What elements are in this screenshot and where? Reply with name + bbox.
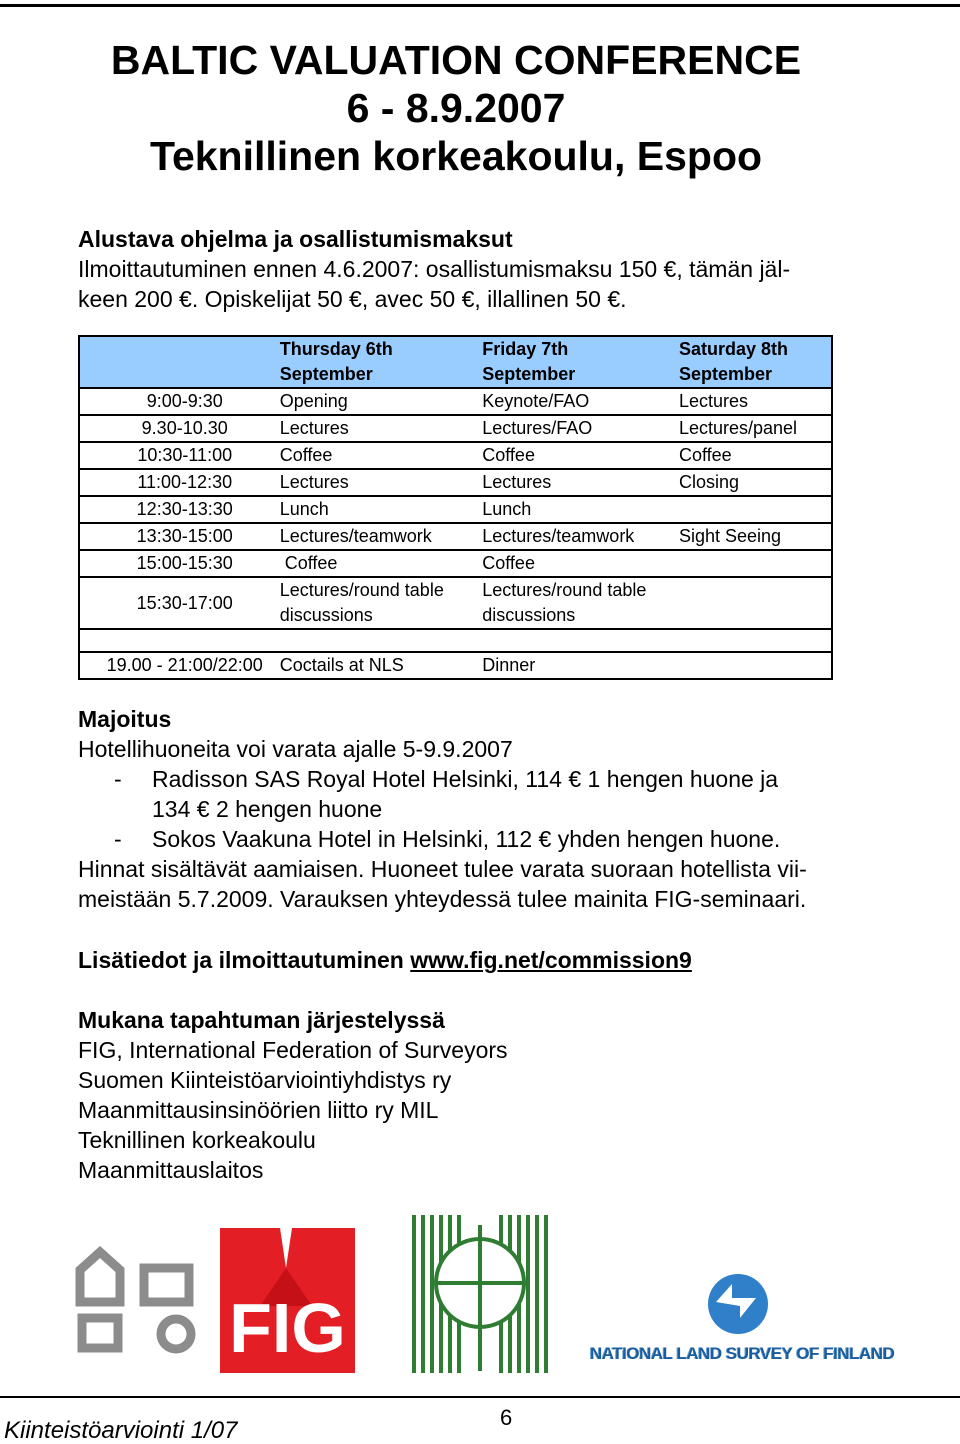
thursday-cell: Coffee — [280, 550, 483, 577]
saturday-cell — [679, 496, 832, 523]
lodging-line: Hinnat sisältävät aamiaisen. Huoneet tulee varata suoraan hotellista vii- — [78, 856, 807, 882]
saturday-cell — [679, 577, 832, 629]
friday-cell: Dinner — [482, 652, 679, 679]
fig-logo: FIG — [220, 1228, 355, 1373]
table-row — [79, 523, 832, 550]
header-time-cell — [79, 336, 280, 388]
list-item: Teknillinen korkeakoulu — [78, 1127, 316, 1153]
lodging-line: meistään 5.7.2009. Varauksen yhteydessä tulee mainita FIG-seminaari. — [78, 886, 807, 912]
intro-line: keen 200 €. Opiskelijat 50 €, avec 50 €, illallinen 50 €. — [78, 286, 627, 312]
friday-cell: Coffee — [482, 442, 679, 469]
list-item: Maanmittausinsinöörien liitto ry MIL — [78, 1097, 439, 1123]
conference-title: BALTIC VALUATION CONFERENCE — [110, 37, 802, 83]
time-cell: 10:30-11:00 — [137, 445, 233, 465]
header-friday: Friday 7th September — [482, 336, 679, 388]
intro-line: Ilmoittautuminen ennen 4.6.2007: osallistumismaksu 150 €, tämän jäl- — [78, 256, 791, 282]
thursday-cell: Coffee — [280, 442, 483, 469]
time-cell: 11:00-12:30 — [137, 472, 233, 492]
thursday-cell: Lunch — [280, 496, 483, 523]
time-cell: 15:30-17:00 — [136, 592, 233, 613]
more-info-label: Lisätiedot ja ilmoittautuminen — [78, 947, 411, 973]
thursday-cell: Lectures/round table discussions — [280, 577, 483, 629]
time-cell: 12:30-13:30 — [136, 499, 233, 519]
organizers-section — [78, 1005, 508, 1185]
thursday-cell: Lectures/teamwork — [280, 523, 483, 550]
saturday-cell: Closing — [679, 469, 832, 496]
list-item: Maanmittauslaitos — [78, 1157, 264, 1183]
table-row — [79, 652, 832, 679]
table-row — [79, 496, 832, 523]
table-row — [79, 550, 832, 577]
bottom-rule — [0, 1396, 960, 1398]
saturday-cell: Sight Seeing — [679, 523, 832, 550]
table-row — [79, 442, 832, 469]
saturday-cell: Coffee — [679, 442, 832, 469]
header-saturday: Saturday 8th September — [679, 336, 832, 388]
page-number: 6 — [500, 1405, 513, 1430]
table-row — [79, 415, 832, 442]
conference-dates: 6 - 8.9.2007 — [346, 85, 566, 131]
journal-name: Kiinteistöarviointi 1/07 — [4, 1417, 238, 1444]
friday-cell: Lunch — [482, 496, 679, 523]
saturday-cell: Lectures/panel — [679, 415, 832, 442]
table-row — [79, 469, 832, 496]
list-item-continued: 134 € 2 hengen huone — [152, 796, 383, 822]
intro-heading: Alustava ohjelma ja osallistumismaksut — [78, 226, 513, 252]
conference-venue: Teknillinen korkeakoulu, Espoo — [149, 133, 763, 179]
time-cell: 9:00-9:30 — [146, 391, 223, 411]
list-item: FIG, International Federation of Surveyors — [78, 1037, 508, 1063]
thursday-cell: Lectures — [280, 469, 483, 496]
nls-globe-icon — [706, 1272, 770, 1336]
time-cell: 9.30-10.30 — [141, 418, 228, 438]
more-info — [78, 945, 692, 975]
friday-cell: Lectures/teamwork — [482, 523, 679, 550]
saturday-cell — [679, 652, 832, 679]
saturday-cell — [679, 550, 832, 577]
schedule-header-row — [79, 336, 832, 388]
mil-logo — [412, 1215, 548, 1373]
thursday-cell: Coctails at NLS — [280, 652, 483, 679]
saturday-cell: Lectures — [679, 388, 832, 415]
time-cell: 15:00-15:30 — [136, 553, 233, 573]
lodging-heading: Majoitus — [78, 706, 172, 732]
list-item: - Radisson SAS Royal Hotel Helsinki, 114 € 1 hengen huone ja — [114, 766, 779, 792]
fig-commission-link[interactable]: www.fig.net/commission9 — [410, 947, 692, 973]
list-item: Suomen Kiinteistöarviointiyhdistys ry — [78, 1067, 452, 1093]
friday-cell: Lectures/FAO — [482, 415, 679, 442]
thursday-cell: Opening — [280, 388, 483, 415]
friday-cell: Coffee — [482, 550, 679, 577]
organizers-heading: Mukana tapahtuman järjestelyssä — [78, 1007, 445, 1033]
friday-cell: Lectures/round table discussions — [482, 577, 679, 629]
lodging-line: Hotellihuoneita voi varata ajalle 5-9.9.2007 — [78, 736, 513, 762]
thursday-cell: Lectures — [280, 415, 483, 442]
header-thursday: Thursday 6th September — [280, 336, 483, 388]
nls-logo-text: NATIONAL LAND SURVEY OF FINLAND — [590, 1344, 895, 1363]
time-cell: 13:30-15:00 — [136, 526, 233, 546]
friday-cell: Lectures — [482, 469, 679, 496]
table-row — [79, 388, 832, 415]
intro-section — [78, 224, 898, 314]
top-rule — [0, 4, 960, 7]
table-row — [79, 577, 832, 629]
table-row-spacer — [79, 629, 832, 652]
lodging-section — [78, 704, 918, 914]
valuation-association-logo — [74, 1246, 198, 1354]
friday-cell: Keynote/FAO — [482, 388, 679, 415]
list-item: - Sokos Vaakuna Hotel in Helsinki, 112 € yhden hengen huone. — [114, 826, 781, 852]
time-cell: 19.00 - 21:00/22:00 — [106, 655, 263, 675]
schedule-table — [78, 335, 833, 680]
